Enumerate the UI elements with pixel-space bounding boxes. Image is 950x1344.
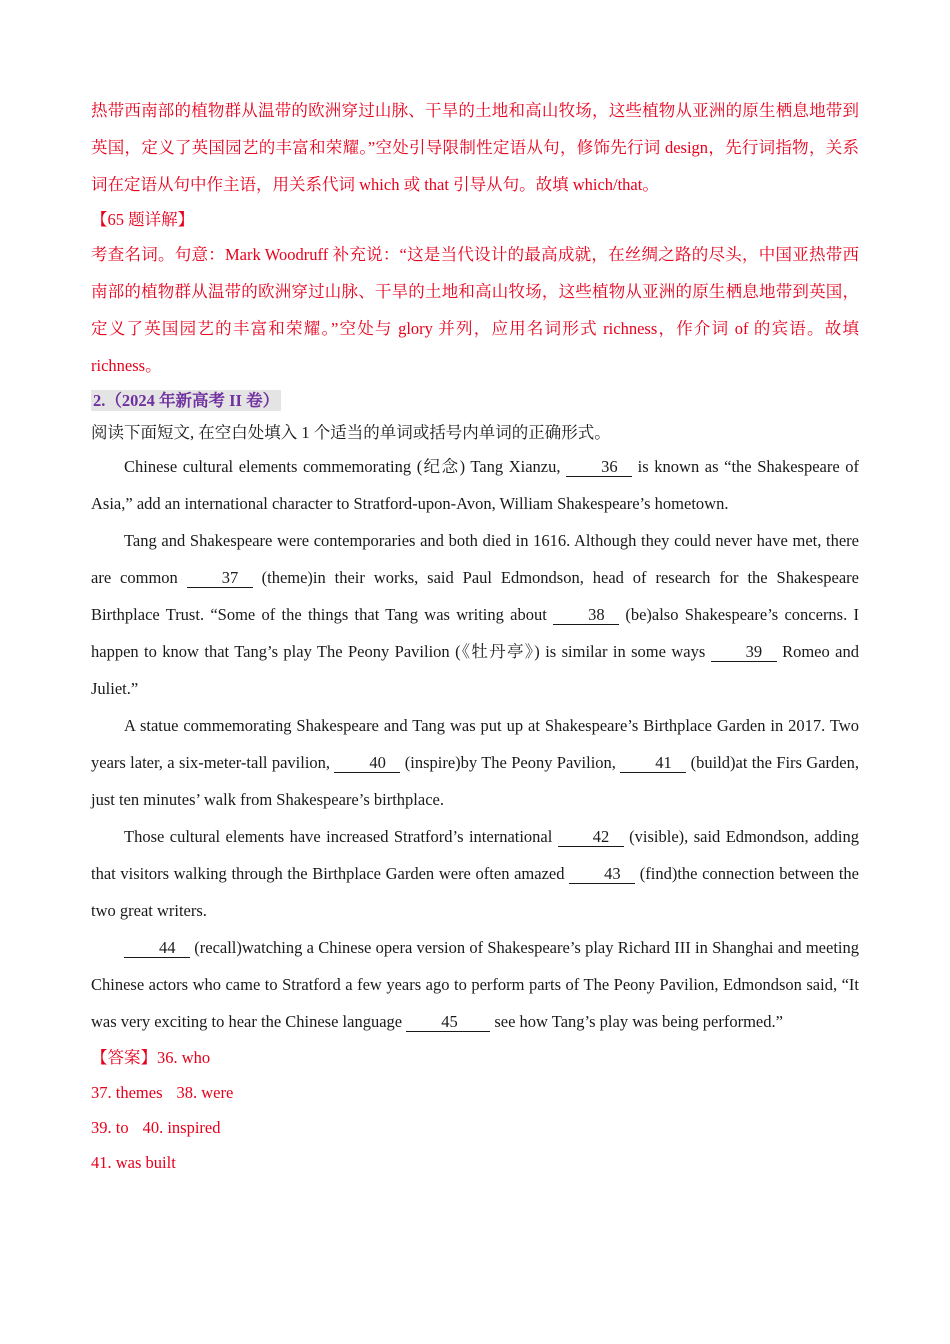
answer-36: 36. who bbox=[157, 1048, 211, 1067]
passage-text: (recall)watching a Chinese opera version of Shakespeare’s play Richard III in Shanghai and meeting Chinese actors who came to Stratford a few years ago to perform parts of The Peony Pavilion, Edmondson said, “It was very exciting to hear the Chinese language bbox=[91, 938, 859, 1031]
answer-label: 【答案】 bbox=[91, 1048, 157, 1067]
passage-paragraph-4 bbox=[91, 818, 859, 929]
blank-45: 45 bbox=[406, 1013, 490, 1032]
section-heading-label: 2.（2024 年新高考 II 卷） bbox=[93, 391, 280, 410]
passage-paragraph-2 bbox=[91, 522, 859, 707]
passage-paragraph-3 bbox=[91, 707, 859, 818]
answer-38: 38. were bbox=[176, 1083, 234, 1102]
passage-text: (build)at the Firs Garden, just ten minutes’ walk from Shakespeare’s birthplace. bbox=[91, 753, 859, 809]
passage-text: is known as “the Shakespeare of Asia,” add an international character to Stratford-upon-Avon, William Shakespeare’s hometown. bbox=[91, 457, 859, 513]
blank-39: 39 bbox=[711, 643, 777, 662]
document-page bbox=[91, 92, 859, 1180]
passage-text: A statue commemorating Shakespeare and Tang was put up at Shakespeare’s Birthplace Garden in 2017. Two years later, a six-meter-tall pavilion, bbox=[91, 716, 859, 772]
answer-line-2 bbox=[91, 1075, 859, 1110]
passage-text: Chinese cultural elements commemorating (纪念) Tang Xianzu, bbox=[124, 457, 567, 476]
passage-paragraph-5 bbox=[91, 929, 859, 1040]
answer-line-4 bbox=[91, 1145, 859, 1180]
passage-text: Tang and Shakespeare were contemporaries and both died in 1616. Although they could never have met, there are common bbox=[91, 531, 859, 587]
answer-line-1 bbox=[91, 1040, 859, 1075]
passage-text: Those cultural elements have increased Stratford’s international bbox=[124, 827, 558, 846]
answer-40: 40. inspired bbox=[142, 1118, 221, 1137]
explanation-65-title: 【65 题详解】 bbox=[91, 210, 195, 229]
passage-text: (inspire)by The Peony Pavilion, bbox=[400, 753, 621, 772]
explanation-64-continued: 热带西南部的植物群从温带的欧洲穿过山脉、干旱的土地和高山牧场，这些植物从亚洲的原生栖息地带到英国，定义了英国园艺的丰富和荣耀。”空处引导限制性定语从句，修饰先行词 design，先行词指物，关系词在定语从句中作主语，用关系代词 which 或 that 引导从句。故填 which/that。 bbox=[91, 101, 859, 194]
section-heading bbox=[91, 388, 859, 414]
passage-text: (theme)in their works, said Paul Edmondson, head of research for the Shakespeare Birthplace Trust. “Some of the things that Tang was writing about bbox=[91, 568, 859, 624]
blank-44: 44 bbox=[124, 939, 190, 958]
blank-41: 41 bbox=[620, 754, 686, 773]
blank-42: 42 bbox=[558, 828, 624, 847]
passage-text: (visible), said Edmondson, adding that visitors walking through the Birthplace Garden were often amazed bbox=[91, 827, 859, 883]
blank-36: 36 bbox=[566, 458, 632, 477]
blank-40: 40 bbox=[334, 754, 400, 773]
blank-37: 37 bbox=[187, 569, 253, 588]
passage-text: Romeo and Juliet.” bbox=[91, 642, 859, 698]
answer-39: 39. to bbox=[91, 1118, 129, 1137]
section-instruction: 阅读下面短文, 在空白处填入 1 个适当的单词或括号内单词的正确形式。 bbox=[91, 423, 611, 442]
answer-41: 41. was built bbox=[91, 1153, 176, 1172]
answer-line-3 bbox=[91, 1110, 859, 1145]
passage-text: (be)also Shakespeare’s concerns. I happen to know that Tang’s play The Peony Pavilion (《牡丹亭》) is similar in some ways bbox=[91, 605, 859, 661]
blank-43: 43 bbox=[569, 865, 635, 884]
passage-text: (find)the connection between the two great writers. bbox=[91, 864, 859, 920]
answer-37: 37. themes bbox=[91, 1083, 163, 1102]
passage-paragraph-1 bbox=[91, 448, 859, 522]
blank-38: 38 bbox=[553, 606, 619, 625]
explanation-65-text: 考查名词。句意：Mark Woodruff 补充说：“这是当代设计的最高成就，在丝绸之路的尽头，中国亚热带西南部的植物群从温带的欧洲穿过山脉、干旱的土地和高山牧场，这些植物从亚洲的原生栖息地带到英国，定义了英国园艺的丰富和荣耀。”空处与 glory 并列，应用名词形式 richness，作介词 of 的宾语。故填 richness。 bbox=[91, 245, 859, 375]
passage-text: see how Tang’s play was being performed.” bbox=[490, 1012, 783, 1031]
